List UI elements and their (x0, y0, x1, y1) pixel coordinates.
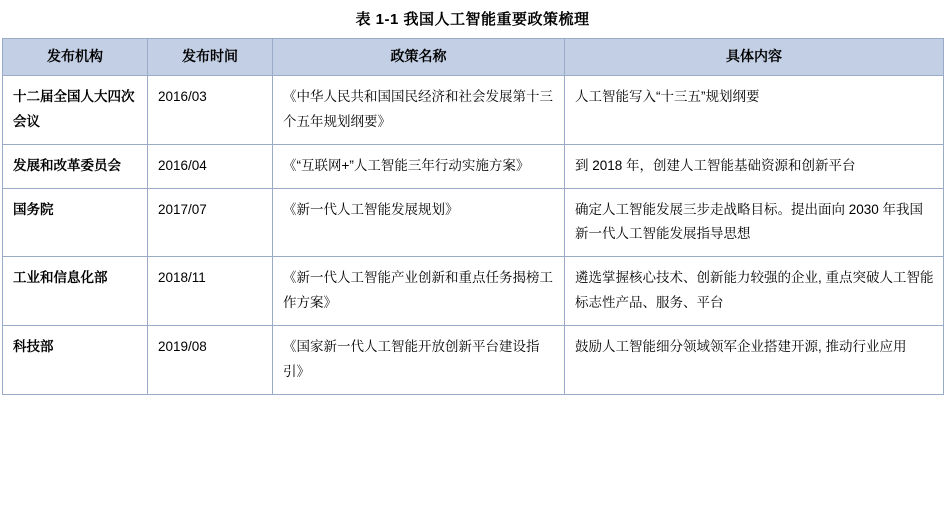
column-header-date: 发布时间 (148, 39, 273, 76)
cell-policy-name: 《“互联网+”人工智能三年行动实施方案》 (273, 144, 565, 188)
cell-org: 十二届全国人大四次会议 (3, 75, 148, 144)
table-title: 表 1-1 我国人工智能重要政策梳理 (355, 11, 590, 28)
table-row (3, 144, 944, 188)
cell-date: 2016/04 (148, 144, 273, 188)
cell-content: 人工智能写入“十三五”规划纲要 (565, 75, 944, 144)
cell-org: 科技部 (3, 326, 148, 395)
table-row (3, 75, 944, 144)
table-body (3, 75, 944, 395)
cell-org: 国务院 (3, 188, 148, 257)
cell-org: 发展和改革委员会 (3, 144, 148, 188)
cell-policy-name: 《中华人民共和国国民经济和社会发展第十三个五年规划纲要》 (273, 75, 565, 144)
table-header-row (3, 39, 944, 76)
cell-date: 2016/03 (148, 75, 273, 144)
cell-content: 遴选掌握核心技术、创新能力较强的企业, 重点突破人工智能标志性产品、服务、平台 (565, 257, 944, 326)
column-header-org: 发布机构 (3, 39, 148, 76)
table-header (3, 39, 944, 76)
cell-policy-name: 《新一代人工智能发展规划》 (273, 188, 565, 257)
table-row (3, 257, 944, 326)
cell-date: 2019/08 (148, 326, 273, 395)
table-row (3, 188, 944, 257)
cell-policy-name: 《国家新一代人工智能开放创新平台建设指引》 (273, 326, 565, 395)
cell-content: 确定人工智能发展三步走战略目标。提出面向 2030 年我国新一代人工智能发展指导思想 (565, 188, 944, 257)
cell-date: 2018/11 (148, 257, 273, 326)
column-header-name: 政策名称 (273, 39, 565, 76)
column-header-content: 具体内容 (565, 39, 944, 76)
cell-date: 2017/07 (148, 188, 273, 257)
cell-content: 鼓励人工智能细分领域领军企业搭建开源, 推动行业应用 (565, 326, 944, 395)
cell-content: 到 2018 年，创建人工智能基础资源和创新平台 (565, 144, 944, 188)
cell-org: 工业和信息化部 (3, 257, 148, 326)
cell-policy-name: 《新一代人工智能产业创新和重点任务揭榜工作方案》 (273, 257, 565, 326)
table-row (3, 326, 944, 395)
policy-table (2, 38, 944, 395)
